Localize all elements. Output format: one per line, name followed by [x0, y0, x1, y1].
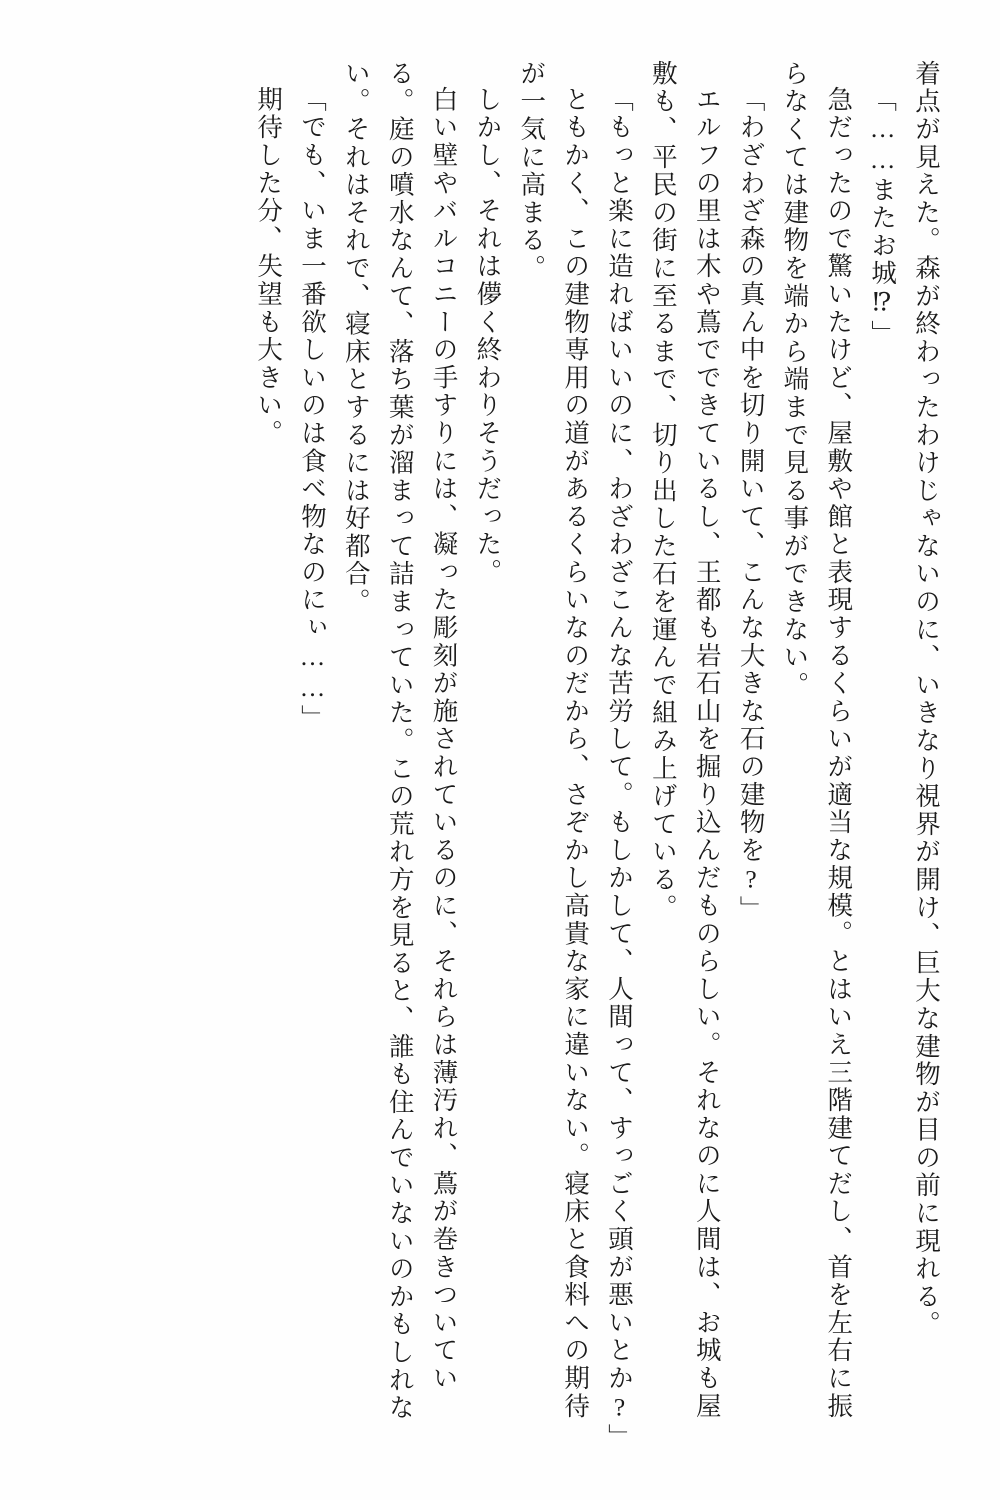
paragraph: エルフの里は木や蔦でできているし、王都も岩石山を掘り込んだものらしい。それなのに人間は、お城も屋敷も、平民の街に至るまで、切り出した石を運んで組み上げている。: [648, 60, 722, 1420]
paragraph: 「もっと楽に造ればいいのに、わざわざこんな苦労して。もしかして、人間って、すっごく頭が悪いとか?」: [604, 85, 634, 1451]
paragraph: 急だったので驚いたけど、屋敷や館と表現するくらいが適当な規模。とはいえ三階建てだし、首を左右に振らなくては建物を端から端まで見る事ができない。: [780, 60, 854, 1420]
vertical-text-body: [60, 60, 948, 1451]
paragraph: 「わざわざ森の真ん中を切り開いて、こんな大きな石の建物を?」: [736, 85, 766, 923]
paragraph: 白い壁やバルコニーの手すりには、凝った彫刻が施されているのに、それらは薄汚れ、蔦が巻きついている。庭の噴水なんて、落ち葉が溜まって詰まっていた。この荒れ方を見ると、誰も住んでいないのかもしれない。それはそれで、寝床とするには好都合。: [341, 60, 459, 1422]
paragraph: 「でも、いま一番欲しいのは食べ物なのにぃ……」: [297, 85, 327, 732]
paragraph: しかし、それは儚く終わりそうだった。: [473, 85, 503, 586]
paragraph: ともかく、この建物専用の道があるくらいなのだから、さぞかし高貴な家に違いない。寝床と食料への期待が一気に高まる。: [517, 60, 591, 1420]
paragraph: 期待した分、失望も大きい。: [254, 85, 284, 447]
paragraph: 「……またお城⁉」: [868, 85, 898, 348]
paragraph: 着点が見えた。森が終わったわけじゃないのに、いきなり視界が開け、巨大な建物が目の前に現れる。: [912, 60, 941, 1339]
